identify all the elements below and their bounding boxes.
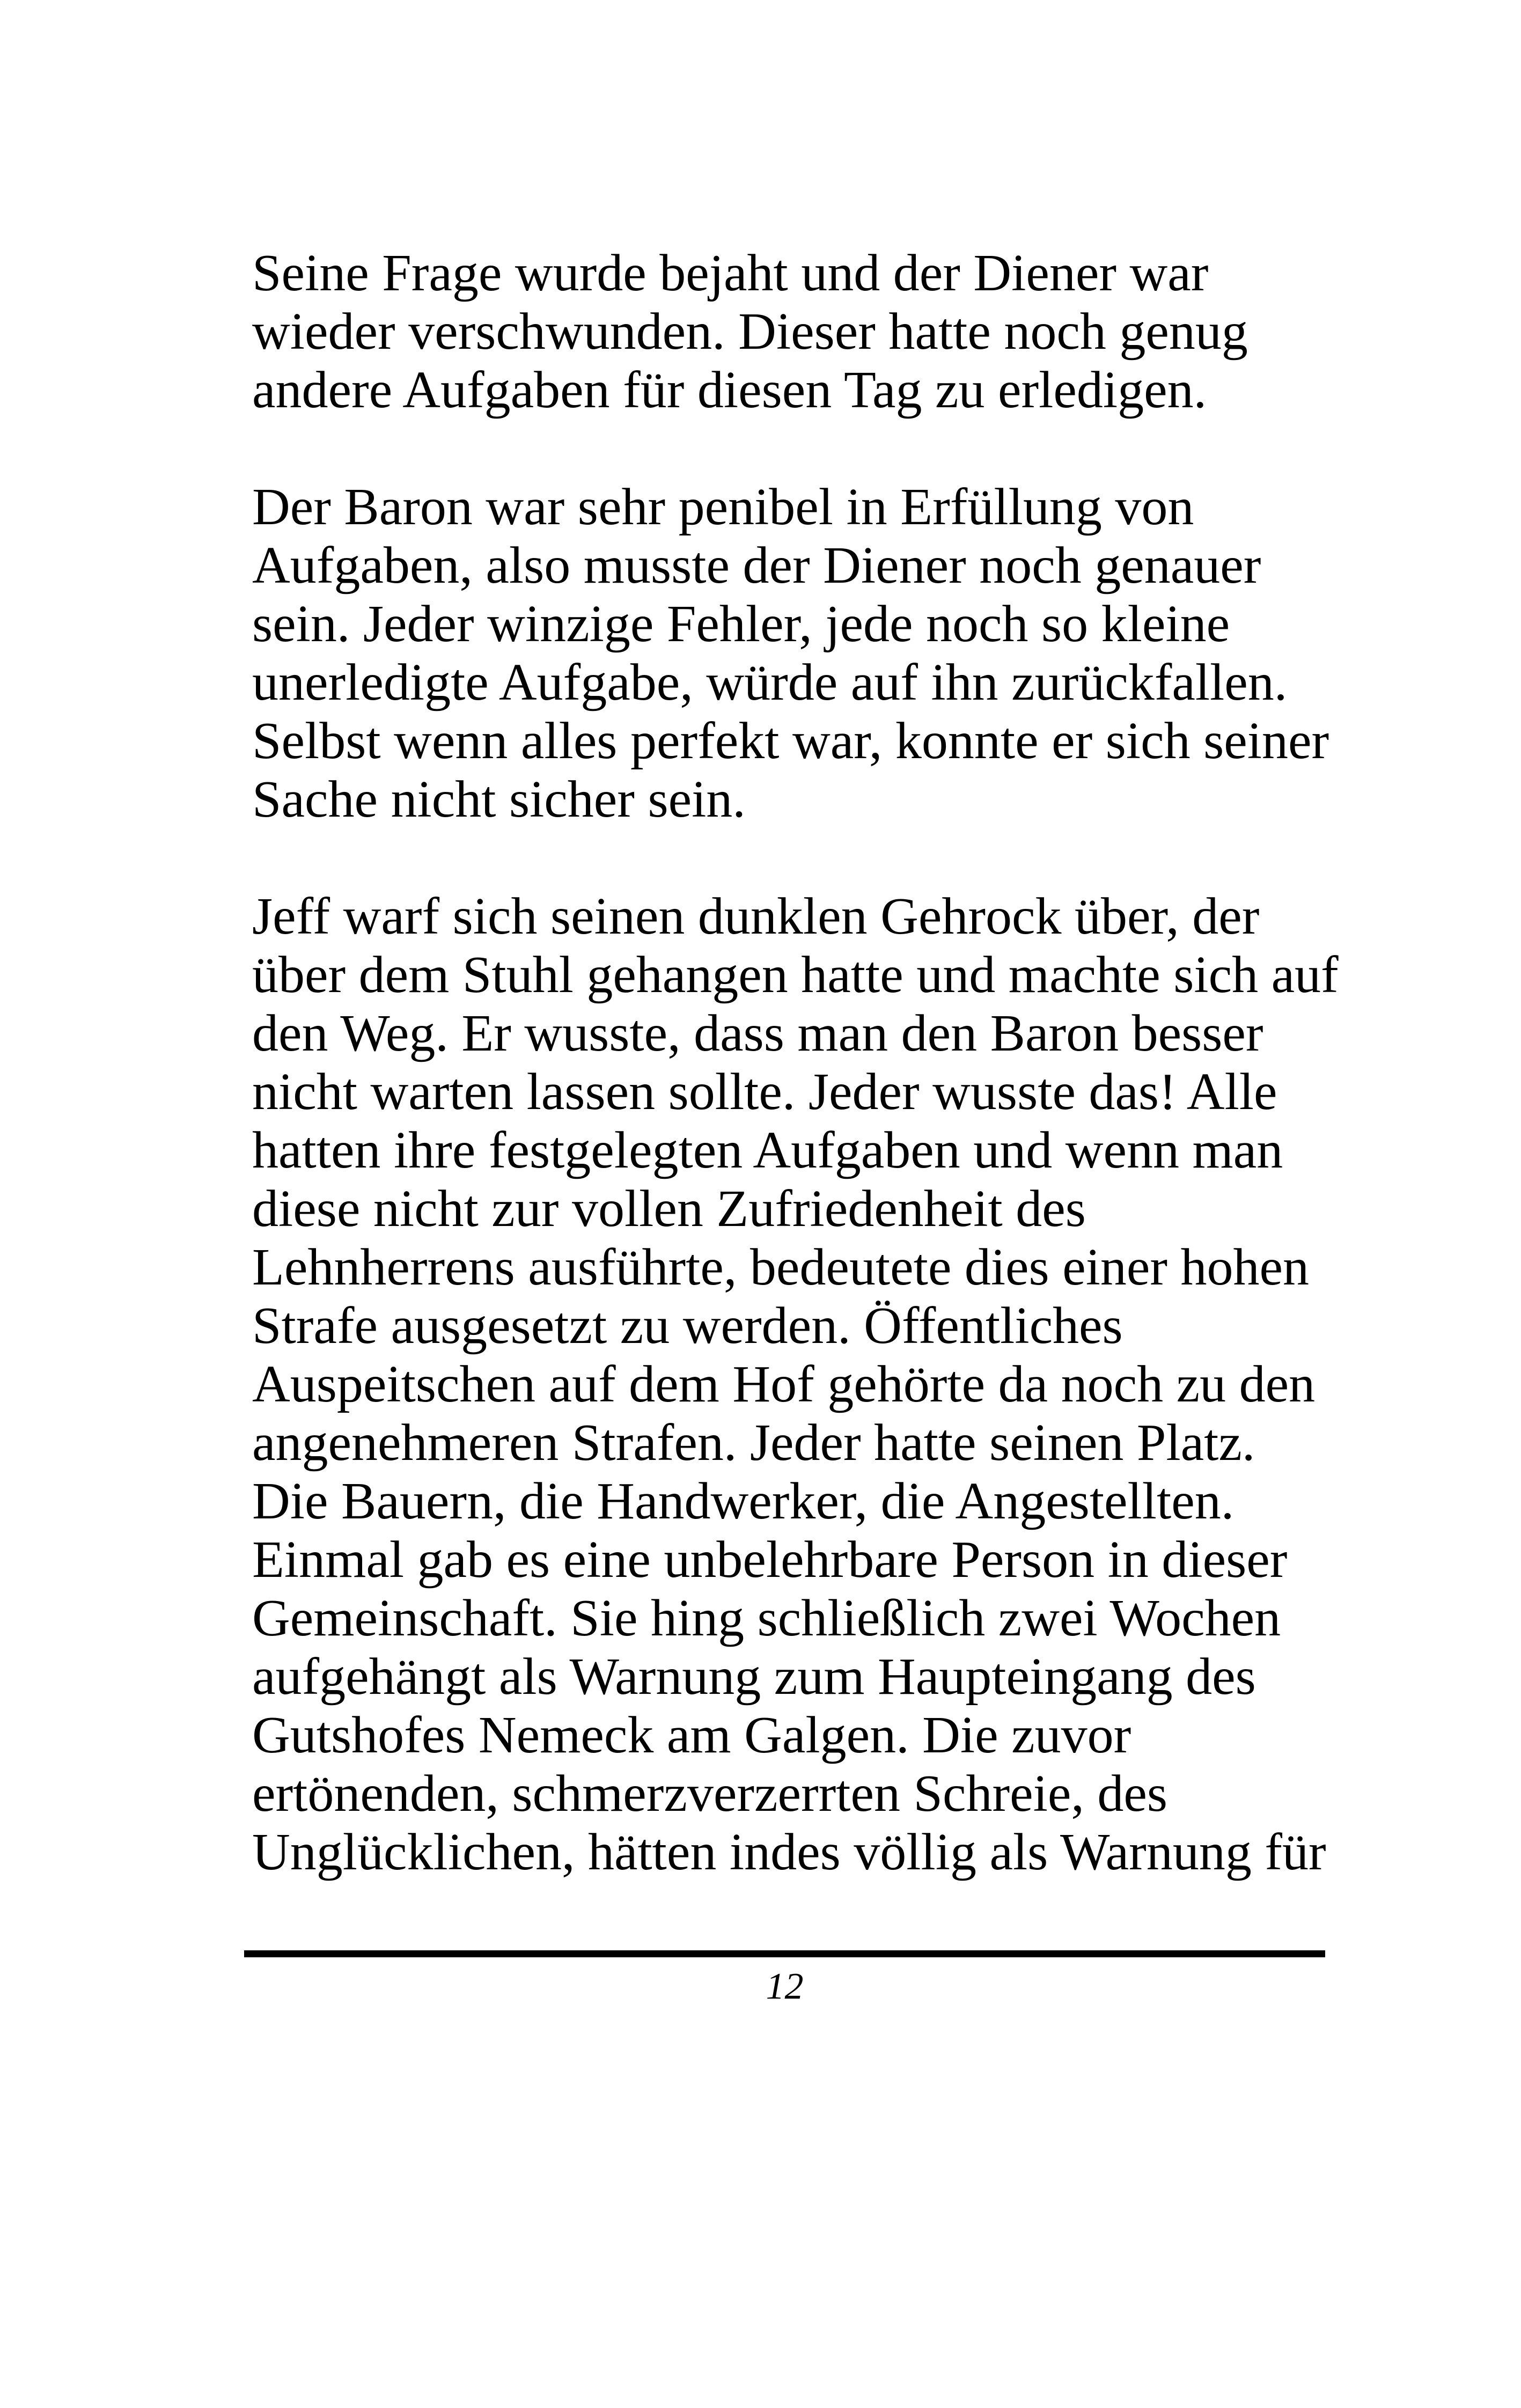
footer-divider <box>244 1950 1325 1957</box>
text-line: wieder verschwunden. Dieser hatte noch genug <box>252 303 1248 361</box>
text-line: Die Bauern, die Handwerker, die Angestellten. <box>252 1472 1235 1530</box>
text-line: Der Baron war sehr penibel in Erfüllung von <box>252 478 1194 536</box>
text-line: über dem Stuhl gehangen hatte und machte sich auf <box>252 946 1339 1004</box>
text-line: Strafe ausgesetzt zu werden. Öffentliches <box>252 1297 1123 1355</box>
text-line: Seine Frage wurde bejaht und der Diener war <box>252 244 1209 302</box>
text-line: Jeff warf sich seinen dunklen Gehrock über, der <box>252 887 1260 945</box>
paragraph-2 <box>252 478 1336 829</box>
paragraph-3 <box>252 887 1339 1882</box>
text-line: unerledigte Aufgabe, würde auf ihn zurückfallen. <box>252 654 1288 711</box>
text-line: Gemeinschaft. Sie hing schließlich zwei Wochen <box>252 1589 1281 1647</box>
text-line: Lehnherrens ausführte, bedeutete dies einer hohen <box>252 1238 1310 1296</box>
text-line: sein. Jeder winzige Fehler, jede noch so kleine <box>252 595 1230 653</box>
text-line: ertönenden, schmerzverzerrten Schreie, des <box>252 1765 1167 1823</box>
text-line: den Weg. Er wusste, dass man den Baron besser <box>252 1004 1263 1062</box>
text-line: andere Aufgaben für diesen Tag zu erledigen. <box>252 361 1207 419</box>
text-line: Unglücklichen, hätten indes völlig als Warnung für <box>252 1823 1326 1881</box>
text-line: Auspeitschen auf dem Hof gehörte da noch zu den <box>252 1355 1316 1413</box>
text-line: Gutshofes Nemeck am Galgen. Die zuvor <box>252 1706 1131 1764</box>
text-line: diese nicht zur vollen Zufriedenheit des <box>252 1180 1086 1238</box>
text-line: hatten ihre festgelegten Aufgaben und wenn man <box>252 1121 1283 1179</box>
text-line: Selbst wenn alles perfekt war, konnte er sich seiner <box>252 712 1329 770</box>
text-line: aufgehängt als Warnung zum Haupteingang des <box>252 1648 1256 1706</box>
text-line: angenehmeren Strafen. Jeder hatte seinen Platz. <box>252 1414 1255 1472</box>
page-number: 12 <box>766 1966 804 2007</box>
text-line: Aufgaben, also musste der Diener noch genauer <box>252 537 1261 594</box>
text-line: nicht warten lassen sollte. Jeder wusste das! Alle <box>252 1063 1277 1121</box>
paragraph-1 <box>252 244 1336 420</box>
body-text <box>252 244 1339 1882</box>
text-line: Sache nicht sicher sein. <box>252 770 746 828</box>
text-line: Einmal gab es eine unbelehrbare Person in dieser <box>252 1531 1288 1589</box>
